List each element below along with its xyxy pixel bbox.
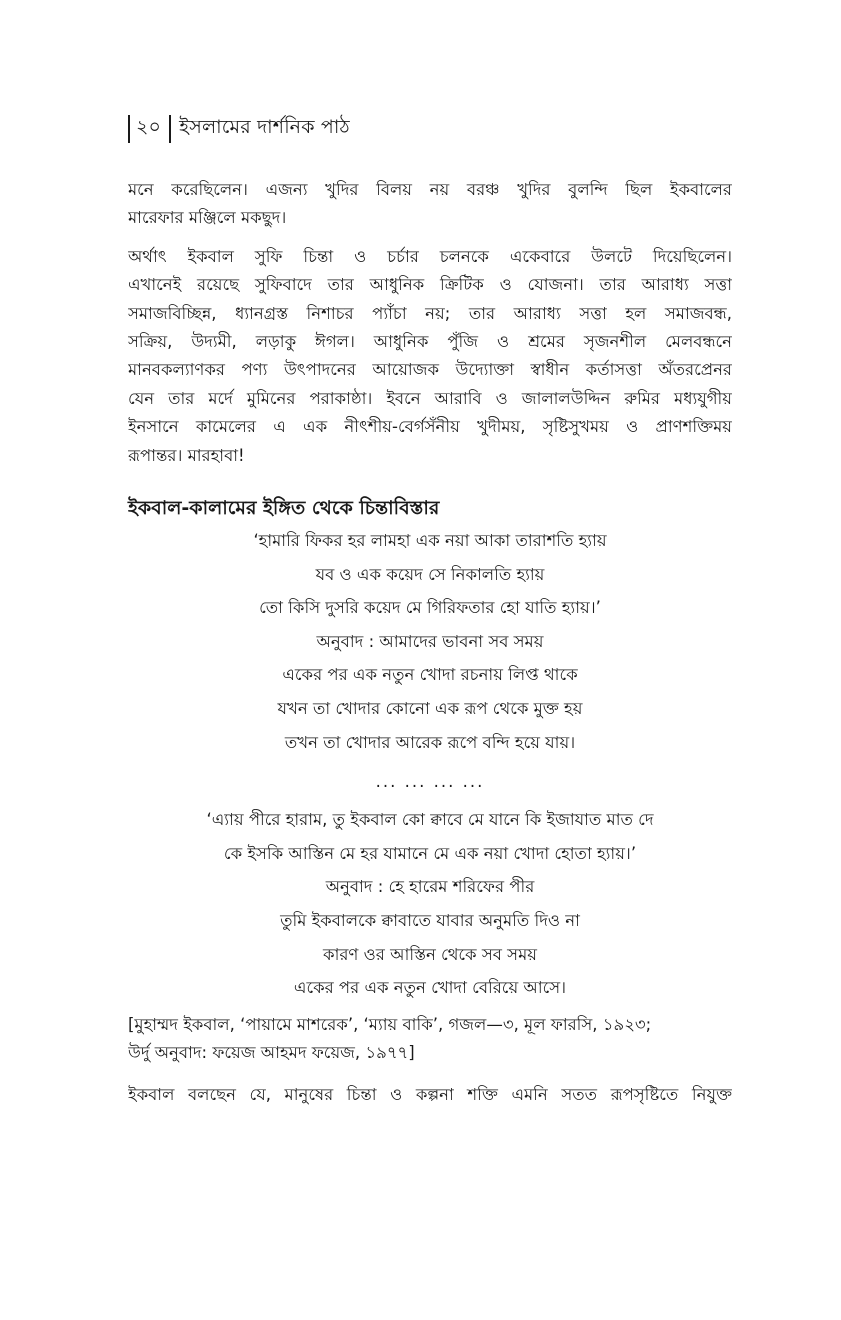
verse-line: কে ইসকি আস্তিন মে হর যামানে মে এক নয়া খোদা হোতা হ্যায়।’: [223, 843, 637, 863]
citation-line: উর্দু অনুবাদ: ফয়েজ আহমদ ফয়েজ, ১৯৭৭]: [128, 1042, 415, 1062]
closing-paragraph: [128, 1081, 732, 1109]
paragraph-2: [128, 243, 732, 470]
section-separator: ... ... ... ...: [375, 772, 485, 792]
translation-line: যখন তা খোদার কোনো এক রূপ থেকে মুক্ত হয়: [277, 699, 583, 719]
paragraph-line: মানবকল্যাণকর পণ্য উৎপাদনের আয়োজক উদ্যোক্তা স্বাধীন কর্তাসত্তা অঁতরপ্রেনর: [128, 360, 732, 380]
verse-line: যব ও এক কয়েদ সে নিকালতি হ্যায়: [315, 564, 545, 584]
citation-line: [মুহাম্মদ ইকবাল, ‘পায়ামে মাশরেক’, ‘ম্যায় বাকি’, গজল—৩, মূল ফারসি, ১৯২৩;: [128, 1014, 652, 1034]
paragraph-1: [128, 176, 732, 233]
page-number: ২০: [136, 116, 162, 138]
section-heading: ইকবাল-কালামের ইঙ্গিত থেকে চিন্তাবিস্তার: [128, 497, 440, 520]
verse-block-2: [128, 803, 732, 1005]
paragraph-line: মনে করেছিলেন। এজন্য খুদির বিলয় নয় বরঞ্চ খুদির বুলন্দি ছিল ইকবালের: [128, 180, 732, 199]
running-header: [128, 113, 350, 145]
translation-line: একের পর এক নতুন খোদা রচনায় লিপ্ত থাকে: [282, 665, 578, 685]
paragraph-line: রূপান্তর। মারহাবা!: [128, 445, 245, 465]
paragraph-line: যেন তার মর্দে মুমিনের পরাকাষ্ঠা। ইবনে আরাবি ও জালালউদ্দিন রুমির মধ্যযুগীয়: [128, 388, 732, 408]
paragraph-line: সক্রিয়, উদ্যমী, লড়াকু ঈগল। আধুনিক পুঁজি ও শ্রমের সৃজনশীল মেলবন্ধনে: [128, 332, 732, 352]
verse-line: ‘এ্যায় পীরে হারাম, তু ইকবাল কো ক্বাবে মে যানে কি ইজাযাত মাত দে: [206, 810, 654, 830]
paragraph-line: ইকবাল বলছেন যে, মানুষের চিন্তা ও কল্পনা শক্তি এমনি সতত রূপসৃষ্টিতে নিযুক্ত: [128, 1084, 732, 1104]
translation-line: একের পর এক নতুন খোদা বেরিয়ে আসে।: [293, 978, 567, 998]
paragraph-line: ইনসানে কামেলের এ এক নীৎশীয়-বের্গসঁনীয় খুদীময়, সৃষ্টিসুখময় ও প্রাণশক্তিময়: [128, 417, 732, 437]
verse-block-1: [128, 524, 732, 759]
translation-line: অনুবাদ : আমাদের ভাবনা সব সময়: [316, 631, 544, 651]
translation-line: তখন তা খোদার আরেক রূপে বন্দি হয়ে যায়।: [284, 732, 576, 752]
verse-line: ‘হামারি ফিকর হর লামহা এক নয়া আকা তারাশতি হ্যায়: [253, 531, 607, 551]
citation: [128, 1011, 732, 1067]
translation-line: কারণ ওর আস্তিন থেকে সব সময়: [323, 944, 537, 964]
running-title: ইসলামের দার্শনিক পাঠ: [179, 116, 350, 138]
translation-line: অনুবাদ : হে হারেম শরিফের পীর: [325, 877, 535, 897]
paragraph-line: অর্থাৎ ইকবাল সুফি চিন্তা ও চর্চার চলনকে একেবারে উলটে দিয়েছিলেন।: [128, 246, 732, 266]
body-text: [128, 176, 732, 1109]
translation-line: তুমি ইকবালকে ক্বাবাতে যাবার অনুমতি দিও না: [280, 911, 580, 930]
paragraph-line: সমাজবিচ্ছিন্ন, ধ্যানগ্রস্ত নিশাচর প্যাঁচা নয়; তার আরাধ্য সত্তা হল সমাজবন্ধ,: [128, 303, 732, 323]
verse-line: তো কিসি দুসরি কয়েদ মে গিরিফতার হো যাতি হ্যায়।’: [259, 598, 601, 618]
paragraph-line: এখানেই রয়েছে সুফিবাদে তার আধুনিক ক্রিটিক ও যোজনা। তার আরাধ্য সত্তা: [128, 275, 732, 295]
paragraph-line: মারেফার মঞ্জিলে মকছুদ।: [128, 208, 287, 228]
